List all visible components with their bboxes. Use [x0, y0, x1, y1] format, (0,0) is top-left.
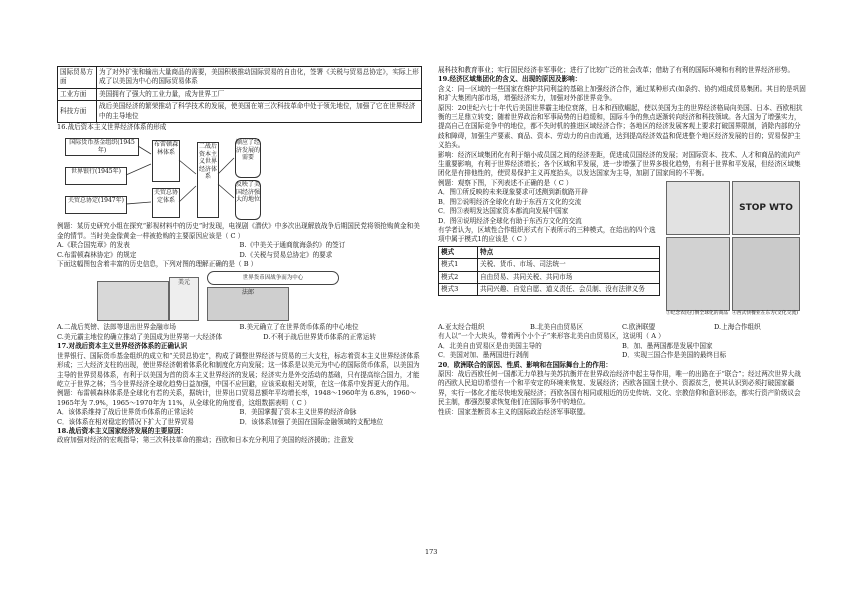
q16-title: 16.战后资本主义世界经济体系的形成 [57, 123, 167, 132]
cartoon-franc-label: 法郎 [241, 289, 254, 297]
cartoon-franc-figure [207, 287, 289, 321]
option-d: D．该体系加强了美国在国际金融领域的支配地位 [239, 417, 384, 426]
q18-body: 政府加强对经济的宏观指导；第三次科技革命的推动；西欧和日本充分利用了美国的经济援助；注意发 [57, 436, 354, 445]
example2-options-row2 [57, 333, 422, 342]
cooperation-models-table [438, 246, 660, 297]
us-advantage-table [57, 66, 422, 123]
option-b: B.北美自由贸易区 [530, 322, 584, 331]
table-header-cell: 特点 [478, 246, 660, 258]
q18-title: 18.战后资本主义国家经济发展的主要原因： [57, 426, 188, 435]
postwar-system-box: 二战后资本主义世界经济体系 [197, 142, 219, 218]
q20-nature: 性质：国家垄断资本主义的国际政治经济军事联盟。 [438, 407, 590, 416]
imf-box: 国际货币基金组织(1945年) [65, 138, 139, 156]
q17-body: 世界银行、国际货币基金组织的成立和“关贸总协定”，构成了调整世界经济与贸易的三大支柱，标志着资本主义世界经济体系形成；三大经济支柱的出现，使世界经济朝着体系化和制度化方向发展；这一体系是以美元为中心的国际货币体系，以美国为主导的世界贸易体系，有利于以美国为首的资本主义世界经济的发展；经济实力是外交活动的基础，只有提高综合国力，才能屹立于世界之林；当今世界经济全球化趋势日益加强，中国不应回避，应该采取相关对策，在这一体系中发挥更大的作用。 [57, 351, 420, 388]
table-row [58, 67, 422, 89]
gatt-box: 关贸总协定(1947年) [65, 196, 127, 214]
option-a: A.二战后英镑、法郎等退出世界金融市场 [57, 323, 176, 332]
table-cell: 自由贸易、共同关税、共同市场 [478, 271, 660, 283]
example6-options-row1 [438, 342, 806, 351]
option-d: D.不利于战后世界货币体系的正常运转 [263, 332, 376, 341]
currency-cartoon [57, 271, 422, 321]
table-cell-text: 美国拥有了强大的工业力量，成为世界工厂 [97, 88, 422, 100]
table-cell: 模式3 [439, 283, 478, 295]
table-row [439, 259, 660, 271]
table-header-cell: 模式 [439, 246, 478, 258]
example4-text [438, 179, 660, 296]
table-cell-text: 战后美国经济的繁荣推动了科学技术的发展，使美国在第三次科技革命中处于领先地位，加强了它在世界经济中的主导地位 [97, 101, 422, 123]
option-c: C.布雷顿森林协定》的规定 [57, 250, 137, 259]
option-d: D．图④说明经济全球化有助于东西方文化的交流 [438, 216, 582, 225]
q19-title: 19.经济区域集团化的含义、出现的原因及影响： [438, 75, 582, 84]
table-row [439, 271, 660, 283]
option-d: D.《关税与贸易总协定》的要求 [239, 250, 333, 259]
table-header-row [439, 246, 660, 258]
us-dominance-box: 反映了美国经济强大的地位 [235, 180, 261, 220]
example5-options [438, 323, 806, 332]
option-c: C．该体系在相对稳定的情况下扩大了世界贸易 [57, 417, 194, 426]
gatt-system-box: 关贸总协定体系 [152, 188, 180, 218]
example1-question: 例题：某历史研究小组在探究“影视材料中的历史”时发现，电视剧《潜伏》中多次出现解放战争后期国民党将领抢购黄金和美金的情节。当时美金像黄金一样被抢购的主要原因应该是（ C ） [57, 222, 420, 240]
option-b: B.《中美关于通商航海条约》的签订 [239, 241, 346, 250]
page-number: 173 [425, 548, 438, 556]
figure-4-caption: ④西式快餐业在东方(文化交流) [731, 310, 799, 316]
example4-question: 例题：观察下图，下列表述不正确的是（ C ） [438, 178, 573, 187]
example2-options-row1 [57, 323, 422, 332]
example2-question: 下面这幅图包含着丰富的历史信息，下列对图的理解正确的是（ B ） [57, 260, 258, 269]
example5-question: 有学者认为，区域性合作组织形式有下表所示的三种模式，在给出的四个选项中属于模式1的应该是（ C ） [438, 225, 656, 244]
option-a: A．该体系维持了战后世界货币体系的正常运转 [57, 408, 194, 417]
figure-3-caption: ③纪念农民打倒全球化的商品 [665, 310, 729, 316]
example3-options-row2 [57, 418, 422, 427]
figure-4-image [732, 237, 800, 311]
option-d: D.上海合作组织 [714, 322, 761, 331]
figure-1-image [666, 181, 730, 235]
option-c: C.欧洲联盟 [622, 322, 656, 331]
option-d: D．实现三国合作是美国的最终目标 [622, 351, 727, 360]
economic-system-diagram [57, 134, 422, 220]
option-a: A．图①所反映的未来现象要求可述测到新航路开辟 [438, 188, 588, 197]
cartoon-usd-label: 美元 [177, 279, 190, 287]
example6-question: 有人以“一个大块头，带着两个小个子”来形容北美自由贸易区，这说明（ A ） [438, 332, 665, 341]
option-c: C.美元霸主地位的确立推动了美国成为世界第一大经济体 [57, 332, 223, 341]
option-b: B．美国掌握了资本主义世界的经济命脉 [239, 408, 357, 417]
q19-effect: 影响：经济区域集团化有利于缩小成员国之间的经济差距，促进成员国经济的发展；对国际资本、技术、人才和商品的流向产生重要影响，有利于世界经济增长；各个区域和平发展，进一步增强了世界多极化趋势，有利于世界和平发展，但经济区域集团化是有排他性的，使贸易保护主义再度抬头，以发达国家为主导，加剧了国家间的不平衡。 [438, 150, 801, 178]
table-row [439, 283, 660, 295]
diagram-arrows [57, 134, 272, 220]
option-b: B．加、墨两国都是发展中国家 [622, 341, 713, 350]
example3-question: 例题：布雷顿森林体系是全球化有若的关系，据统计，世界出口贸易总额年平均增长率，1948～1960年为 6.8%，1960～1965年为 7.9%，1965～1970年为 11%，从全球化的角度看，这组数据表明（ C ） [57, 389, 417, 407]
table-cell-label: 国际贸易方面 [58, 67, 97, 89]
example1-options-row2 [57, 251, 422, 260]
option-c: C．美国对加、墨两国进行剥削 [438, 351, 529, 360]
option-a: A．北美自由贸易区是由美国主导的 [438, 341, 542, 350]
table-row [58, 101, 422, 123]
world-bank-box: 世界银行(1945年) [65, 167, 127, 185]
table-cell-text: 为了对外扩张和输出大量商品的需要，美国积极推动国际贸易的自由化，签署《关税与贸易总协定》，实际上形成了以美国为中心的国际贸易体系 [97, 67, 422, 89]
table-cell: 关税、货币、市场、司法统一 [478, 259, 660, 271]
table-cell: 共同兴趣、自觉自愿、道义责任、会员制、没有法律义务 [478, 283, 660, 295]
q17-title: 17.对战后资本主义世界经济体系的正确认识 [57, 342, 188, 351]
example6-options-row2 [438, 351, 806, 360]
example1-options-row1 [57, 241, 422, 250]
left-column [57, 66, 422, 446]
option-b: B.美元确立了在世界货币体系的中心地位 [239, 323, 359, 332]
example4-block [438, 179, 806, 323]
option-c: C．图③表明发达国家资本都流向发展中国家 [438, 207, 569, 216]
option-b: B．图②说明经济全球化有助于东西方文化的交流 [438, 197, 582, 206]
table-cell: 模式1 [439, 259, 478, 271]
q19-definition: 含义：同一区域的一些国家在维护共同利益的基础上加强经济合作，通过某种形式(如条约、协约)组成贸易集团。其目的是巩固和扩大集团内部市场，增强经济实力，加强对外部世界竞争。 [438, 84, 806, 103]
table-cell-label: 工业方面 [58, 88, 97, 100]
q20-title: 20．欧洲联合的原因、性质、影响和在国际舞台上的作用： [438, 360, 613, 369]
example3-options-row1 [57, 408, 422, 417]
q19-cause: 原因：20世纪六七十年代后美国世界霸主地位衰落，日本和西欧崛起，使以美国为主的世界经济格局向美国、日本、西欧相抗衡的三足鼎立转变；随着世界政治和军事局势的日趋缓和，国际斗争的焦点逐渐转向经济和科技领域。各大国为了增强实力，提高自己在国际竞争中的地位，都不失时机的推进区域经济合作；各地区的经济发展客观上要求打破国界限制，消除内部的分歧和障碍，加强生产要素、商品、资本、劳动力的自由流通，达到提高经济效益和促进整个地区经济发展的目的；贸易保护主义抬头。 [438, 103, 803, 150]
cartoon-caption: 世界货币因战争而为中心 [207, 271, 339, 285]
cartoon-left-notes [97, 281, 169, 321]
table-cell: 模式2 [439, 271, 478, 283]
option-a: A.《联合国宪章》的发表 [57, 241, 130, 250]
q20-cause: 原因：战后西欧任何一国都无力单独与美苏抗衡并在世界政治经济中起主导作用，唯一的出路在于“联合”；经过两次世界大战的西欧人民迫切希望有一个和平安定的环境来恢复、发展经济；西欧各国国土狭小、资源贫乏，使其认识到必须打破国家疆界，实行一体化才能尽快地发展经济；西欧各国有相同或相近的历史传统、文化、宗教信仰和意识形态，都实行资产阶级议会民主制，都强烈要求恢复他们在国际事务中的地位。 [438, 369, 801, 407]
table-row [58, 88, 422, 100]
continued-text: 展科技和教育事业；实行国民经济非军事化；进行了比较广泛的社会改革；借助了有利的国际环境和有利的世界经济形势。 [438, 66, 795, 74]
figure-3-image [666, 237, 730, 311]
cartoon-dollar-figure [169, 277, 199, 321]
table-cell-label: 科技方面 [58, 101, 97, 123]
option-a: A.亚太经合组织 [438, 322, 485, 331]
bretton-woods-box: 布雷顿森林体系 [152, 140, 180, 182]
right-column [438, 66, 806, 417]
meets-needs-box: 顺应了经济发展的需要 [235, 138, 261, 178]
figure-2-stop-wto: STOP WTO [732, 181, 800, 235]
